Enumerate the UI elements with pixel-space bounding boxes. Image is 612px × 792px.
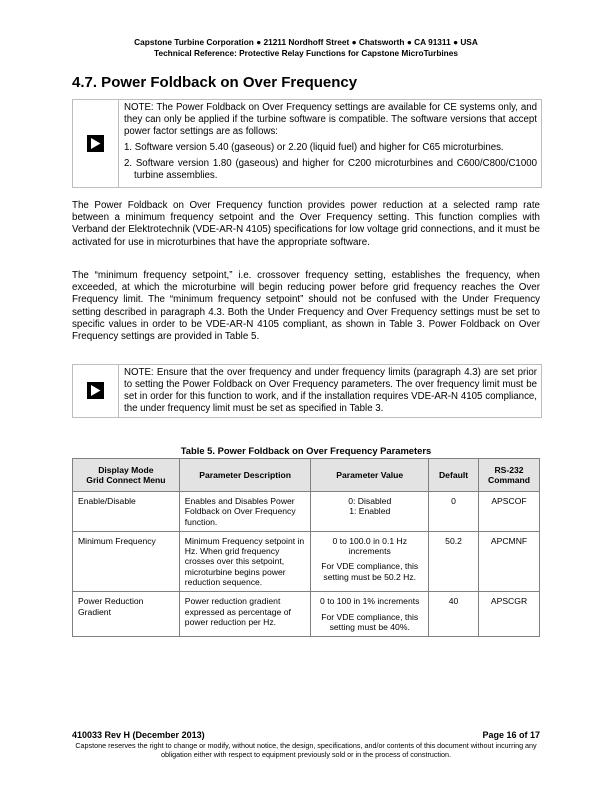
section-title: 4.7. Power Foldback on Over Frequency <box>72 74 358 91</box>
cell-mode: Enable/Disable <box>73 492 180 532</box>
page-footer <box>72 730 540 759</box>
software-version-list <box>124 142 537 182</box>
note-arrow-icon <box>87 382 104 399</box>
cell-default: 0 <box>429 492 479 532</box>
table-row <box>73 592 540 637</box>
cell-description: Power reduction gradient expressed as percentage of power reduction per Hz. <box>179 592 311 637</box>
footer-disclaimer: Capstone reserves the right to change or modify, without notice, the design, specifications, and/or contents of this document without incurring any obligation either with respect to equipment previously sold or in the process of construction. <box>75 741 537 759</box>
cell-command: APSCOF <box>479 492 540 532</box>
cell-mode: Minimum Frequency <box>73 531 180 591</box>
header-address: Capstone Turbine Corporation ● 21211 Nordhoff Street ● Chatsworth ● CA 91311 ● USA <box>134 37 478 47</box>
list-item: 1. Software version 5.40 (gaseous) or 2.20 (liquid fuel) and higher for C65 microturbines. <box>124 141 504 153</box>
column-header-description: Parameter Description <box>179 459 311 492</box>
page-number: Page 16 of 17 <box>482 730 540 740</box>
table-caption: Table 5. Power Foldback on Over Frequency Parameters <box>180 445 432 456</box>
cell-value: 0 to 100 in 1% increments For VDE compliance, this setting must be 40%. <box>311 592 429 637</box>
paragraph-minimum-frequency: The “minimum frequency setpoint,” i.e. crossover frequency setting, establishes the frequency, when exceeded, at which the microturbine will begin reducing power before grid frequency reaches the Over Frequency limit. The “minimum frequency setpoint” should not be confused with the Under Frequency setting described in paragraph 4.3. Both the Under Frequency and Over Frequency settings must be set to specific values in order to be VDE-AR-N 4105 compliant, as shown in Table 3. Power Foldback on Over Frequency settings are provided in Table 5. <box>72 270 540 343</box>
cell-command: APCMNF <box>479 531 540 591</box>
paragraph-function-overview: The Power Foldback on Over Frequency function provides power reduction at a selected ramp rate between a minimum frequency setpoint and the Over Frequency setting. This function complies with Verband der Elektrotechnik (VDE-AR-N 4105) specifications for low voltage grid connections, and it must be activated for use in microturbines that have the appropriate software. <box>72 200 540 248</box>
note-text: NOTE: Ensure that the over frequency and under frequency limits (paragraph 4.3) are set prior to setting the Power Foldback on Over Frequency parameters. The over frequency limit must be set in order for this function to work, and if the installation requires VDE-AR-N 4105 compliance, the under frequency limit must be set as specified in Table 3. <box>124 367 537 414</box>
table-row <box>73 492 540 532</box>
cell-default: 50.2 <box>429 531 479 591</box>
cell-description: Minimum Frequency setpoint in Hz. When grid frequency crosses over this setpoint, microturbine begins power reduction sequence. <box>179 531 311 591</box>
column-header-default: Default <box>429 459 479 492</box>
note-box-frequency-limits <box>72 364 542 418</box>
cell-value: 0: Disabled 1: Enabled <box>311 492 429 532</box>
column-header-mode: Display Mode Grid Connect Menu <box>73 459 180 492</box>
note-text: NOTE: The Power Foldback on Over Frequency settings are available for CE systems only, and they can only be applied if the turbine software is compatible. The software versions that accept power factor settings are as follows: <box>124 102 537 137</box>
cell-command: APSCGR <box>479 592 540 637</box>
page-header <box>0 37 612 59</box>
cell-value: 0 to 100.0 in 0.1 Hz increments For VDE compliance, this setting must be 50.2 Hz. <box>311 531 429 591</box>
table-row <box>73 531 540 591</box>
list-item: 2. Software version 1.80 (gaseous) and higher for C200 microturbines and C600/C800/C1000 turbine assemblies. <box>124 157 537 181</box>
document-id: 410033 Rev H (December 2013) <box>72 730 205 740</box>
header-doc-title: Technical Reference: Protective Relay Functions for Capstone MicroTurbines <box>154 48 458 58</box>
parameters-table <box>72 458 540 637</box>
note-arrow-icon <box>87 135 104 152</box>
column-header-value: Parameter Value <box>311 459 429 492</box>
cell-mode: Power Reduction Gradient <box>73 592 180 637</box>
note-box-software <box>72 99 542 188</box>
column-header-command: RS-232 Command <box>479 459 540 492</box>
cell-description: Enables and Disables Power Foldback on Over Frequency function. <box>179 492 311 532</box>
table-header-row <box>73 459 540 492</box>
cell-default: 40 <box>429 592 479 637</box>
